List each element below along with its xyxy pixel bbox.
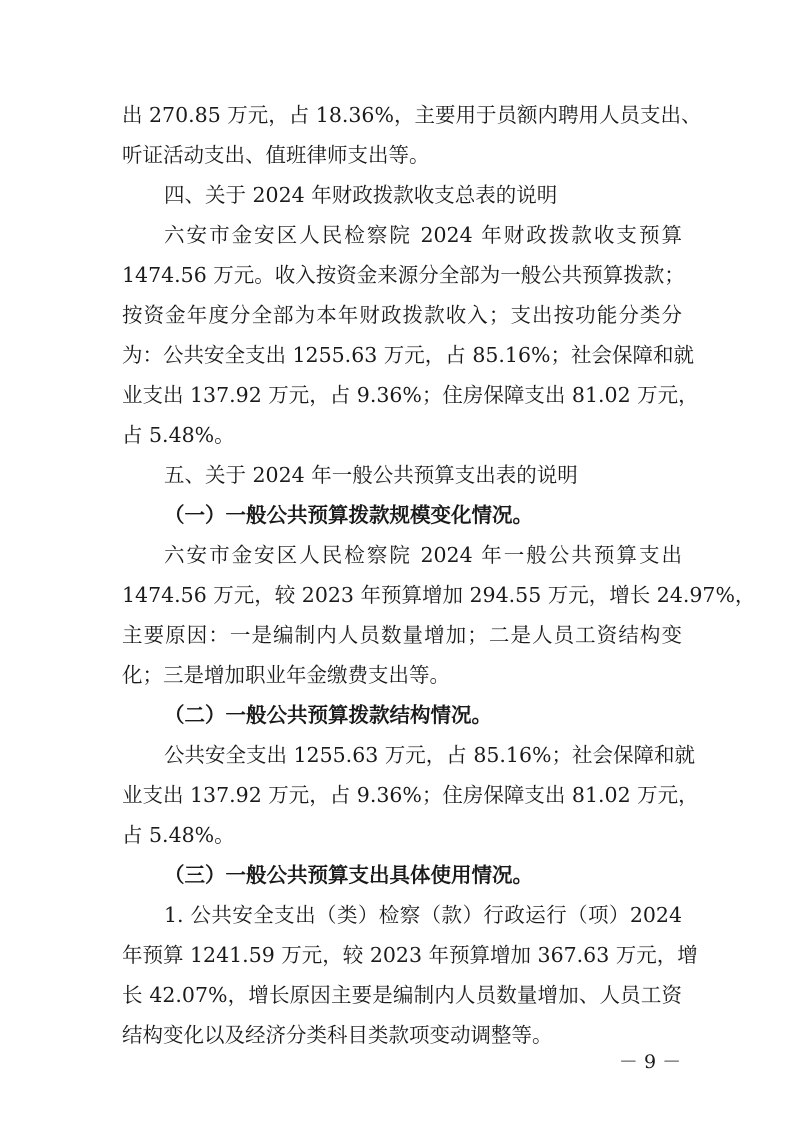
subsection-heading-two: （二）一般公共预算拨款结构情况。 (164, 703, 492, 727)
body-text-line: 年预算 1241.59 万元，较 2023 年预算增加 367.63 万元，增 (122, 943, 698, 967)
body-text-line: 听证活动支出、值班律师支出等。 (122, 143, 430, 167)
body-text-line: 占 5.48%。 (122, 423, 235, 447)
page-number: － 9 － (618, 1051, 682, 1073)
body-text-line: 出 270.85 万元，占 18.36%，主要用于员额内聘用人员支出、 (122, 103, 702, 127)
subsection-heading-three: （三）一般公共预算支出具体使用情况。 (164, 863, 533, 887)
body-text-line: 结构变化以及经济分类科目类款项变动调整等。 (122, 1023, 553, 1047)
body-text-line: 长 42.07%，增长原因主要是编制内人员数量增加、人员工资 (122, 983, 682, 1007)
body-text-line: 占 5.48%。 (122, 823, 235, 847)
body-text-line: 1. 公共安全支出（类）检察（款）行政运行（项）2024 (164, 903, 682, 927)
body-text-line: 六安市金安区人民检察院 2024 年财政拨款收支预算 (164, 223, 682, 247)
section-heading-four: 四、关于 2024 年财政拨款收支总表的说明 (164, 183, 558, 207)
section-heading-five: 五、关于 2024 年一般公共预算支出表的说明 (164, 463, 578, 487)
body-text-line: 主要原因：一是编制内人员数量增加；二是人员工资结构变 (122, 623, 682, 647)
body-text-line: 业支出 137.92 万元，占 9.36%；住房保障支出 81.02 万元， (122, 383, 699, 407)
body-text-line: 为：公共安全支出 1255.63 万元，占 85.16%；社会保障和就 (122, 343, 694, 367)
body-text-line: 1474.56 万元，较 2023 年预算增加 294.55 万元，增长 24.97%， (122, 583, 756, 607)
body-text-line: 化；三是增加职业年金缴费支出等。 (122, 663, 450, 687)
body-text-line: 业支出 137.92 万元，占 9.36%；住房保障支出 81.02 万元， (122, 783, 699, 807)
subsection-heading-one: （一）一般公共预算拨款规模变化情况。 (164, 503, 533, 527)
body-text-line: 按资金年度分全部为本年财政拨款收入；支出按功能分类分 (122, 303, 682, 327)
body-text-line: 1474.56 万元。收入按资金来源分全部为一般公共预算拨款； (122, 263, 685, 287)
body-text-line: 六安市金安区人民检察院 2024 年一般公共预算支出 (164, 543, 682, 567)
body-text-line: 公共安全支出 1255.63 万元，占 85.16%；社会保障和就 (164, 743, 695, 767)
